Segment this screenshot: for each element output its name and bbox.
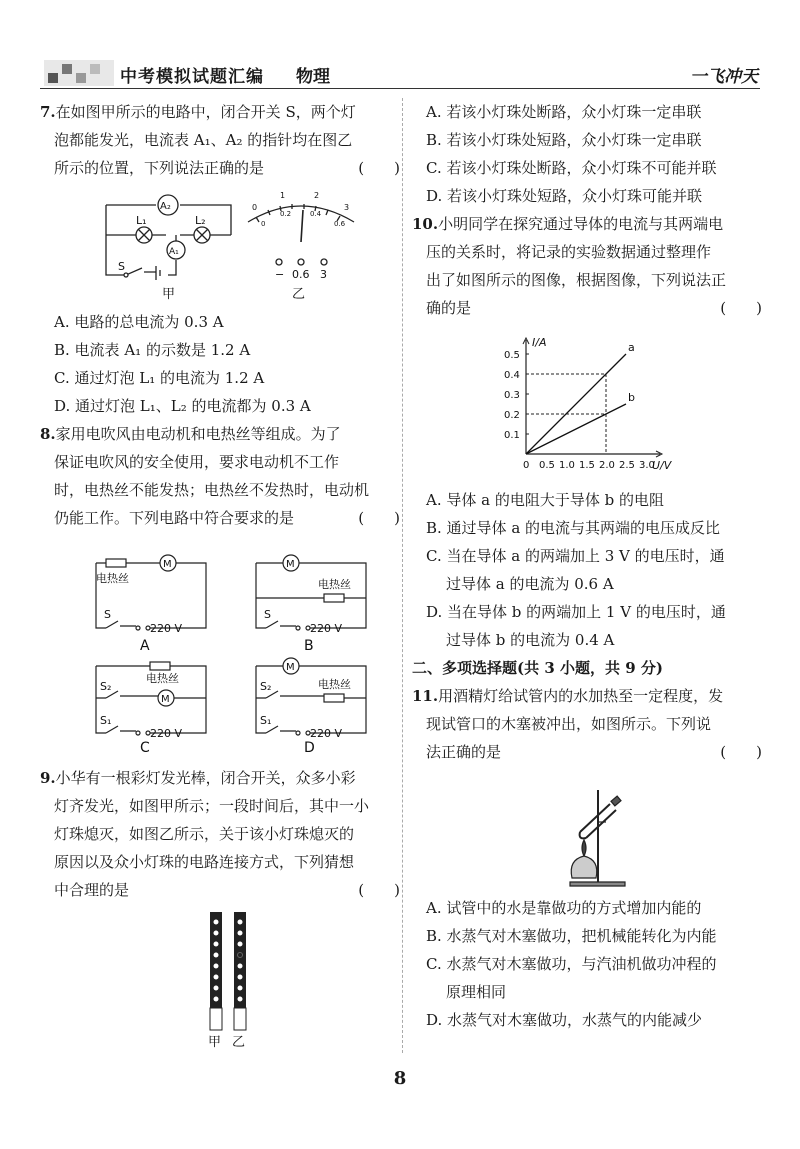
series-label-a: a bbox=[628, 341, 635, 354]
q9-stick-jia bbox=[210, 912, 222, 1030]
q7-label-a2: A₂ bbox=[160, 201, 171, 212]
q9-answer-paren: ( ) bbox=[358, 881, 400, 899]
left-column-3 bbox=[40, 764, 400, 904]
q10-line-3: 出了如图所示的图像，根据图像，下列说法正 bbox=[426, 271, 727, 289]
right-column-2 bbox=[412, 486, 762, 766]
x-tick-label: 2.5 bbox=[619, 460, 635, 471]
right-column-3 bbox=[412, 894, 762, 1034]
q10-option-b: B. 通过导体 a 的电流与其两端的电压成反比 bbox=[426, 519, 721, 537]
q11-option-a: A. 试管中的水是靠做功的方式增加内能的 bbox=[426, 899, 702, 917]
header-title: 中考模拟试题汇编 bbox=[120, 67, 264, 87]
q8-b-s-label: S bbox=[264, 608, 271, 621]
right-column bbox=[412, 98, 762, 322]
q7-line-3: 所示的位置，下列说法正确的是 bbox=[54, 159, 265, 177]
q7-label-yi: 乙 bbox=[292, 287, 306, 302]
q8-line-1: 家用电吹风由电动机和电热丝等组成。为了 bbox=[55, 425, 341, 443]
q11-line-3: 法正确的是 bbox=[426, 743, 502, 761]
page-header bbox=[0, 52, 800, 92]
q8-d-s2-label: S₂ bbox=[260, 680, 272, 693]
q8-line-4: 仍能工作。下列电路中符合要求的是 bbox=[54, 509, 295, 527]
q7-label-a1: A₁ bbox=[169, 247, 179, 257]
y-tick-label: 0.3 bbox=[504, 390, 520, 401]
q7-terminal-06: 0.6 bbox=[292, 268, 310, 281]
q9-option-d: D. 若该小灯珠处短路，众小灯珠可能并联 bbox=[426, 187, 703, 205]
q7-scale-sub-1: 0.2 bbox=[280, 210, 292, 218]
header-subject: 物理 bbox=[296, 67, 330, 87]
q10-line-1: 小明同学在探究通过导体的电流与其两端电 bbox=[438, 215, 724, 233]
q8-d-caption: D bbox=[304, 740, 315, 753]
q8-a-s-label: S bbox=[104, 608, 111, 621]
q7-option-c: C. 通过灯泡 L₁ 的电流为 1.2 A bbox=[54, 369, 265, 387]
q8-b-motor-label: M bbox=[286, 559, 295, 570]
series-line-a bbox=[526, 354, 626, 454]
cork bbox=[611, 796, 621, 806]
series-line-b bbox=[526, 404, 626, 454]
q7-scale-sub-2: 0.4 bbox=[310, 210, 322, 218]
q10-option-c-cont: 过导体 a 的电流为 0.6 A bbox=[446, 575, 614, 593]
q8-d-s1-label: S₁ bbox=[260, 714, 272, 727]
q10-option-a: A. 导体 a 的电阻大于导体 b 的电阻 bbox=[426, 491, 664, 509]
column-divider bbox=[402, 98, 403, 1053]
lamp-flame bbox=[582, 840, 586, 856]
q8-c-s1-label: S₁ bbox=[100, 714, 112, 727]
q11-option-c-cont: 原理相同 bbox=[446, 983, 507, 1001]
header-checker-decoration bbox=[44, 60, 114, 86]
q8-c-heater-label: 电热丝 bbox=[146, 672, 179, 685]
q7-scale-sub-0: 0 bbox=[261, 220, 266, 228]
q10-chart bbox=[500, 332, 690, 478]
left-column-2 bbox=[40, 308, 400, 532]
q8-d-motor-label: M bbox=[286, 662, 295, 673]
q8-c-s2-label: S₂ bbox=[100, 680, 112, 693]
q9-line-2: 灯齐发光，如图甲所示；一段时间后，其中一小 bbox=[54, 797, 370, 815]
q10-number: 10. bbox=[412, 215, 439, 233]
q9-option-c: C. 若该小灯珠处断路，众小灯珠不可能并联 bbox=[426, 159, 717, 177]
y-tick-label: 0.5 bbox=[504, 350, 520, 361]
section-2-heading: 二、多项选择题(共 3 小题，共 9 分) bbox=[412, 659, 663, 677]
series-label-b: b bbox=[628, 391, 635, 404]
x-tick-label: 2.0 bbox=[599, 460, 615, 471]
q9-option-a: A. 若该小灯珠处断路，众小灯珠一定串联 bbox=[426, 103, 702, 121]
q8-b-voltage-label: 220 V bbox=[310, 622, 343, 635]
q9-option-b: B. 若该小灯珠处短路，众小灯珠一定串联 bbox=[426, 131, 702, 149]
q10-option-d: D. 当在导体 b 的两端加上 1 V 的电压时，通 bbox=[426, 603, 726, 621]
y-tick-label: 0.2 bbox=[504, 410, 520, 421]
q7-line-2: 泡都能发光，电流表 A₁、A₂ 的指针均在图乙 bbox=[54, 131, 353, 149]
q7-ammeter-dial bbox=[248, 204, 354, 265]
q7-label-s: S bbox=[118, 260, 125, 273]
q8-a-voltage-label: 220 V bbox=[150, 622, 183, 635]
q9-line-5: 中合理的是 bbox=[54, 881, 130, 899]
q11-option-d: D. 水蒸气对木塞做功，水蒸气的内能减少 bbox=[426, 1011, 703, 1029]
q11-apparatus-figure bbox=[540, 782, 640, 892]
q7-scale-0: 0 bbox=[252, 203, 258, 212]
q7-line-1: 在如图甲所示的电路中，闭合开关 S，两个灯 bbox=[55, 103, 356, 121]
q8-circuit-d bbox=[256, 658, 366, 735]
q11-answer-paren: ( ) bbox=[720, 743, 762, 761]
q7-scale-1: 1 bbox=[280, 191, 286, 200]
q9-stick-yi bbox=[234, 912, 246, 1030]
q7-figure bbox=[96, 180, 366, 305]
q8-d-heater-label: 电热丝 bbox=[318, 678, 351, 691]
q7-scale-3: 3 bbox=[344, 203, 350, 212]
q10-line-2: 压的关系时，将记录的实验数据通过整理作 bbox=[426, 243, 712, 261]
q11-line-1: 用酒精灯给试管内的水加热至一定程度，发 bbox=[438, 687, 724, 705]
q9-number: 9. bbox=[40, 769, 56, 787]
q7-option-d: D. 通过灯泡 L₁、L₂ 的电流都为 0.3 A bbox=[54, 397, 311, 415]
y-tick-label: 0.4 bbox=[504, 370, 520, 381]
q8-number: 8. bbox=[40, 425, 56, 443]
q8-circuit-b bbox=[256, 555, 366, 630]
x-tick-label: 0.5 bbox=[539, 460, 555, 471]
q7-terminal-minus: − bbox=[275, 268, 285, 281]
q11-option-c: C. 水蒸气对木塞做功，与汽油机做功冲程的 bbox=[426, 955, 717, 973]
q8-c-caption: C bbox=[140, 740, 150, 753]
q10-line-4: 确的是 bbox=[426, 299, 472, 317]
q11-option-b: B. 水蒸气对木塞做功，把机械能转化为内能 bbox=[426, 927, 717, 945]
q7-label-l1: L₁ bbox=[136, 214, 147, 227]
q8-b-heater-label: 电热丝 bbox=[318, 578, 351, 591]
x-tick-label: 3.0 bbox=[639, 460, 655, 471]
q8-line-3: 时，电热丝不能发热；电热丝不发热时，电动机 bbox=[54, 481, 370, 499]
left-column bbox=[40, 98, 400, 182]
q8-a-motor-label: M bbox=[163, 559, 172, 570]
alcohol-lamp bbox=[571, 856, 597, 878]
q8-a-caption: A bbox=[140, 638, 150, 654]
q7-scale-2: 2 bbox=[314, 191, 320, 200]
chart-x-label: U/V bbox=[652, 459, 672, 472]
q7-answer-paren: ( ) bbox=[358, 159, 400, 177]
q8-line-2: 保证电吹风的安全使用，要求电动机不工作 bbox=[54, 453, 340, 471]
q9-line-4: 原因以及众小灯珠的电路连接方式，下列猜想 bbox=[54, 853, 355, 871]
q7-option-b: B. 电流表 A₁ 的示数是 1.2 A bbox=[54, 341, 251, 359]
q7-option-a: A. 电路的总电流为 0.3 A bbox=[54, 313, 224, 331]
x-tick-label: 0 bbox=[523, 460, 530, 471]
q9-label-yi: 乙 bbox=[232, 1035, 246, 1050]
q8-d-voltage-label: 220 V bbox=[310, 727, 343, 740]
q8-c-motor-label: M bbox=[161, 694, 170, 705]
q8-a-heater-label: 电热丝 bbox=[96, 572, 129, 585]
page-number: 8 bbox=[393, 1068, 407, 1089]
q11-number: 11. bbox=[412, 687, 439, 705]
x-tick-label: 1.5 bbox=[579, 460, 595, 471]
q8-c-voltage-label: 220 V bbox=[150, 727, 183, 740]
q7-scale-sub-3: 0.6 bbox=[334, 220, 346, 228]
q10-option-d-cont: 过导体 b 的电流为 0.4 A bbox=[446, 631, 615, 649]
q10-option-c: C. 当在导体 a 的两端加上 3 V 的电压时，通 bbox=[426, 547, 725, 565]
q9-line-3: 灯珠熄灭，如图乙所示，关于该小灯珠熄灭的 bbox=[54, 825, 355, 843]
q8-circuit-a bbox=[96, 555, 206, 630]
q8-b-caption: B bbox=[304, 638, 314, 654]
q7-terminal-3: 3 bbox=[320, 268, 327, 281]
chart-y-label: I/A bbox=[532, 336, 547, 349]
q9-line-1: 小华有一根彩灯发光棒，闭合开关，众多小彩 bbox=[55, 769, 356, 787]
q9-figure bbox=[200, 908, 260, 1050]
q11-line-2: 现试管口的木塞被冲出，如图所示。下列说 bbox=[426, 715, 712, 733]
q10-answer-paren: ( ) bbox=[720, 299, 762, 317]
q9-label-jia: 甲 bbox=[208, 1035, 222, 1050]
q7-label-l2: L₂ bbox=[195, 214, 206, 227]
y-tick-label: 0.1 bbox=[504, 430, 520, 441]
q7-number: 7. bbox=[40, 103, 56, 121]
q8-answer-paren: ( ) bbox=[358, 509, 400, 527]
stand-base bbox=[570, 882, 625, 886]
header-divider bbox=[40, 88, 760, 89]
header-brand: 一飞冲天 bbox=[690, 67, 758, 87]
q8-figure bbox=[86, 548, 376, 753]
q7-label-jia: 甲 bbox=[162, 287, 176, 302]
x-tick-label: 1.0 bbox=[559, 460, 575, 471]
